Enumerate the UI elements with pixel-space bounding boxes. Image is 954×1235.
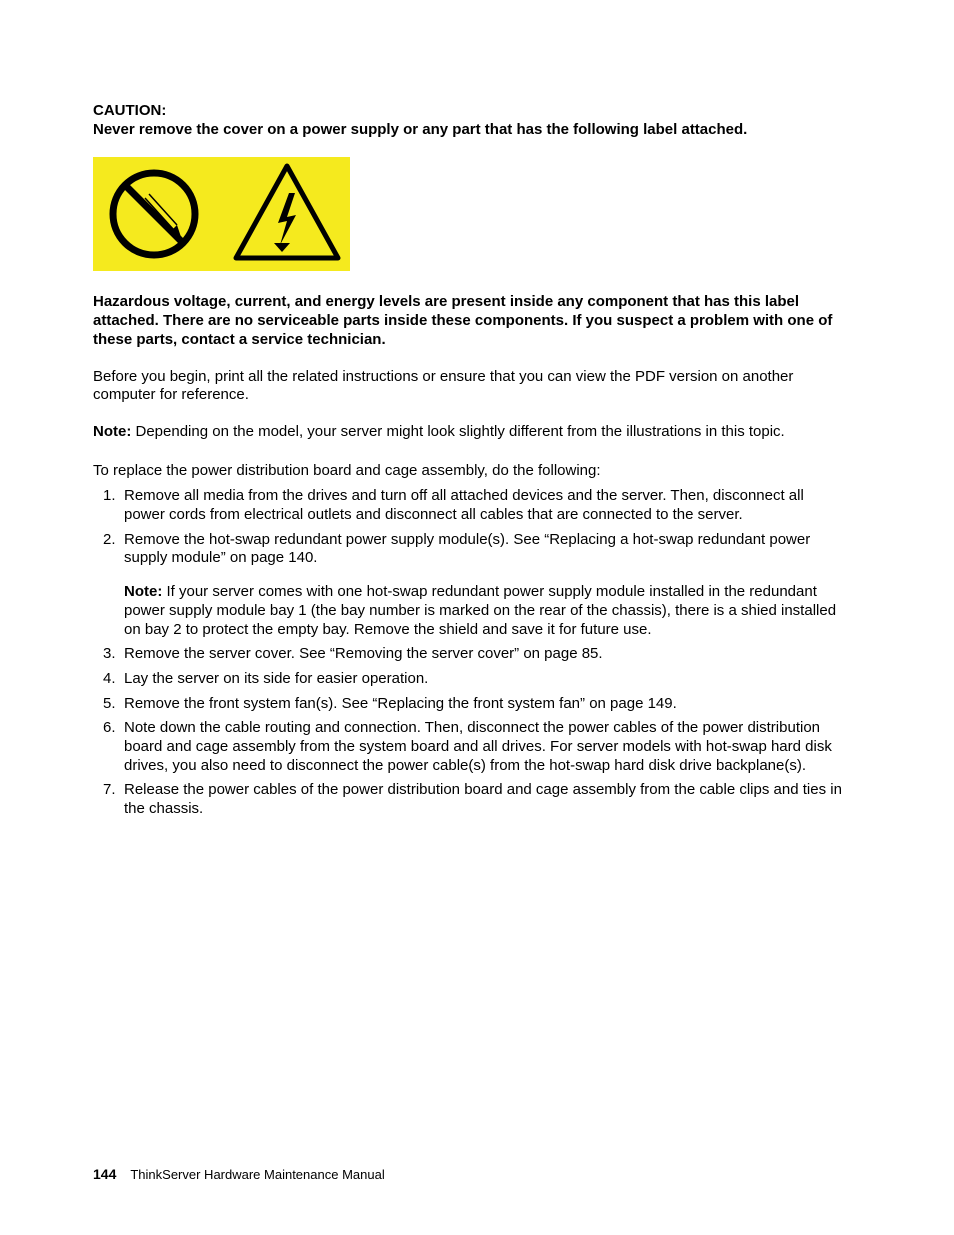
manual-title: ThinkServer Hardware Maintenance Manual [130,1167,385,1182]
procedure-intro: To replace the power distribution board and cage assembly, do the following: [93,461,601,479]
page-footer [93,1166,385,1182]
caution-text: Never remove the cover on a power supply or any part that has the following label attached. [93,120,748,138]
step-text: Remove all media from the drives and turn off all attached devices and the server. Then, disconnect all power cords from electrical outlets and disconnect all cables that are connected to the server. [124,487,804,524]
hazard-label-graphic [93,157,350,271]
step-item [93,487,843,524]
step-text: Lay the server on its side for easier operation. [124,669,429,687]
note-text: Depending on the model, your server might look slightly different from the illustrations in this topic. [131,422,785,440]
step-number: 4. [103,669,116,687]
step-item [93,781,843,818]
step-number: 1. [103,487,116,505]
step-number: 6. [103,719,116,737]
step-item [93,531,843,640]
step-item [93,670,843,689]
no-tool-icon [113,173,195,255]
step-note [124,583,843,639]
hazard-warning-text: Hazardous voltage, current, and energy levels are present inside any component that has this label attached. There are no serviceable parts inside these components. If you suspect a problem with one of these parts, contact a service technician. [93,293,833,348]
step-text: Note down the cable routing and connection. Then, disconnect the power cables of the power distribution board and cage assembly from the system board and all drives. For server models with hot-swap hard disk drives, you also need to disconnect the power cable(s) from the hot-swap hard disk drive backplane(s). [124,719,832,774]
high-voltage-warning-icon [236,166,338,258]
intro-paragraph: Before you begin, print all the related instructions or ensure that you can view the PDF version on another computer for reference. [93,367,794,404]
note-text: If your server comes with one hot-swap redundant power supply module installed in the redundant power supply module bay 1 (the bay number is marked on the rear of the chassis), there is a shied installed on bay 2 to protect the empty bay. Remove the shield and save it for future use. [124,583,837,638]
step-text: Remove the server cover. See “Removing the server cover” on page 85. [124,645,603,663]
note-paragraph [93,423,843,442]
page-number: 144 [93,1166,117,1182]
page-content [93,102,843,819]
step-item [93,719,843,775]
step-text: Release the power cables of the power distribution board and cage assembly from the cable clips and ties in the chassis. [124,781,842,818]
note-label: Note: [93,422,132,440]
step-text: Remove the hot-swap redundant power supply module(s). See “Replacing a hot-swap redundant power supply module” on page 140. [124,530,811,567]
step-number: 3. [103,645,116,663]
step-number: 7. [103,781,116,799]
step-text: Remove the front system fan(s). See “Replacing the front system fan” on page 149. [124,694,677,712]
procedure-steps [93,487,843,819]
step-number: 5. [103,694,116,712]
note-label: Note: [124,583,163,601]
step-number: 2. [103,530,116,548]
step-item [93,645,843,664]
caution-title: CAUTION: [93,102,167,119]
step-item [93,695,843,714]
